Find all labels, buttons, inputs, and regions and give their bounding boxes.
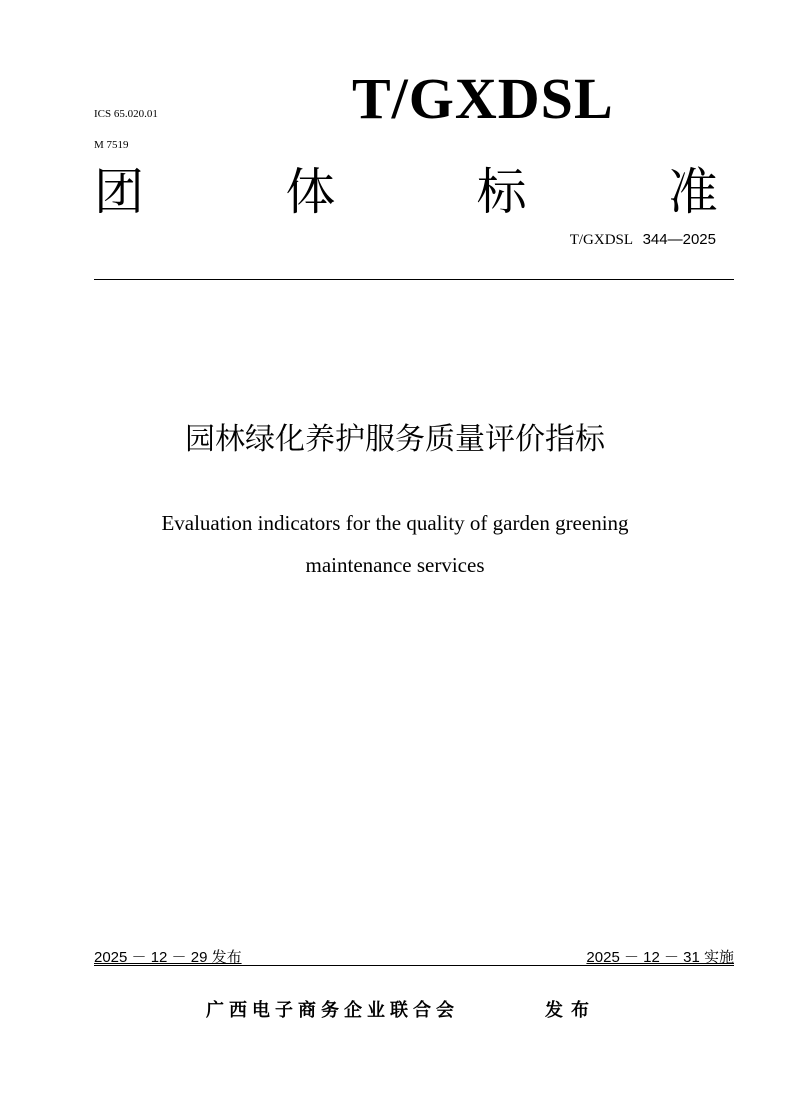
english-title-line: Evaluation indicators for the quality of garden greening: [161, 511, 629, 535]
standard-type-char: 标: [476, 163, 527, 221]
standard-type-char: 体: [285, 163, 336, 221]
implement-date: 2025 － 12 － 31 实施: [586, 949, 734, 966]
standard-code-large: T/GXDSL: [352, 66, 614, 131]
english-title-line: maintenance services: [305, 553, 485, 577]
footer-divider: [94, 965, 734, 966]
document-title-english: [0, 502, 790, 586]
standard-number-value: 344—2025: [642, 231, 716, 248]
ics-number: ICS 65.020.01: [94, 108, 158, 120]
document-title-chinese: 园林绿化养护服务质量评价指标: [185, 422, 605, 457]
standard-type: [94, 160, 718, 224]
publisher-name: 广西电子商务企业联合会: [206, 1000, 459, 1021]
standard-type-char: 团: [94, 163, 144, 221]
issue-date: 2025 － 12 － 29 发布: [94, 949, 242, 966]
standard-number-prefix: T/GXDSL: [569, 232, 634, 248]
standard-number: [570, 230, 716, 249]
standard-type-char: 准: [667, 163, 718, 221]
publish-label: 发布: [545, 1000, 597, 1021]
ccs-number: M 7519: [94, 139, 129, 151]
header-divider: [94, 279, 734, 280]
